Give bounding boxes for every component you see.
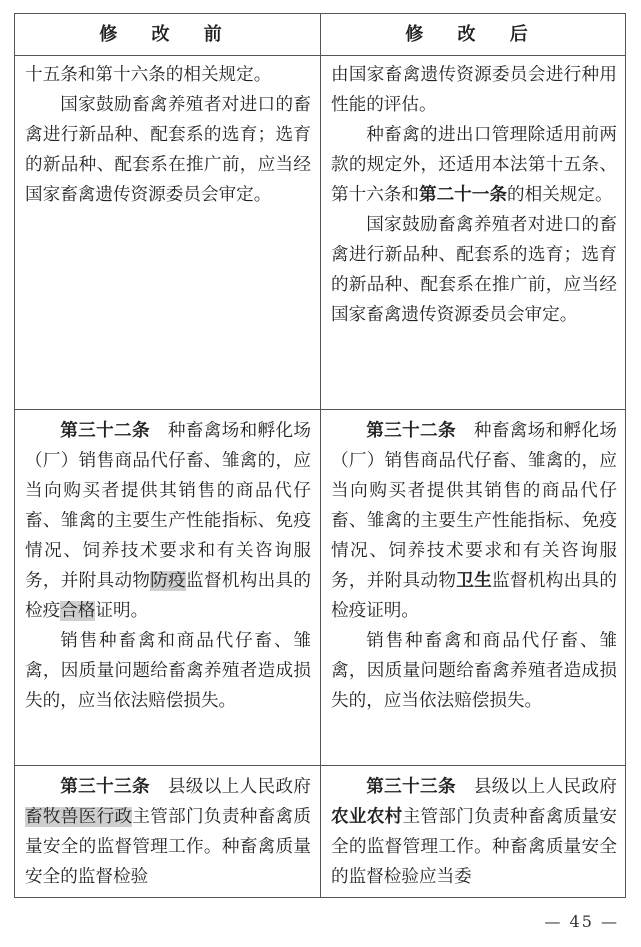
row-2-before-cell (15, 416, 320, 716)
row-1-after-cell (321, 60, 626, 330)
header-after: 修 改 后 (405, 24, 542, 45)
paragraph (25, 90, 311, 210)
row-divider (15, 409, 625, 410)
paragraph (25, 626, 311, 716)
paragraph (331, 60, 617, 120)
comparison-table (14, 13, 626, 898)
bold-text: 第二十一条 (418, 185, 507, 205)
text-segment: 县级以上人民政府 (149, 777, 311, 797)
row-1-before-cell (15, 60, 320, 210)
text-segment: 种畜禽场和孵化场（厂）销售商品代仔畜、雏禽的，应当向购买者提供其销售的商品代仔畜、雏禽的主要生产性能指标、免疫情况、饲养技术要求和有关咨询服务，并附具动物 (25, 421, 311, 591)
text-segment: 销售种畜禽和商品代仔畜、雏禽，因质量问题给畜禽养殖者造成损失的，应当依法赔偿损失。 (331, 631, 617, 711)
text-segment: 证明。 (95, 601, 149, 621)
bold-text: 卫生 (456, 571, 493, 591)
text-segment: 的相关规定。 (506, 185, 613, 205)
highlighted-text: 合格 (60, 601, 96, 621)
text-segment: 国家鼓励畜禽养殖者对进口的畜禽进行新品种、配套系的选育；选育的新品种、配套系在推广前，应当经国家畜禽遗传资源委员会审定。 (25, 95, 311, 205)
row-3-after-cell (321, 772, 626, 892)
highlighted-text: 防疫 (150, 571, 187, 591)
bold-text: 第三十二条 (366, 421, 456, 441)
row-divider (15, 765, 625, 766)
text-segment: 主管部门负责种畜禽质量安全的监督管理工作。种畜禽质量安全的监督检验应当委 (331, 807, 617, 887)
text-segment: 监督机构出具的检疫证明。 (331, 571, 617, 621)
text-segment: 主管部门负责种畜禽质量安全的监督管理工作。种畜禽质量安全的监督检验 (25, 807, 311, 887)
paragraph (25, 60, 311, 90)
text-segment: 县级以上人民政府 (455, 777, 617, 797)
text-segment: 种畜禽的进出口管理除适用前两款的规定外，还适用本法第十五条、第十六条和 (331, 125, 617, 205)
row-3-before-cell (15, 772, 320, 892)
bold-text: 第三十三条 (366, 777, 456, 797)
text-segment: 种畜禽场和孵化场（厂）销售商品代仔畜、雏禽的，应当向购买者提供其销售的商品代仔畜、雏禽的主要生产性能指标、免疫情况、饲养技术要求和有关咨询服务，并附具动物 (331, 421, 617, 591)
text-segment: 国家鼓励畜禽养殖者对进口的畜禽进行新品种、配套系的选育；选育的新品种、配套系在推广前，应当经国家畜禽遗传资源委员会审定。 (331, 215, 617, 325)
header-before: 修 改 前 (99, 24, 236, 45)
paragraph (331, 626, 617, 716)
paragraph (331, 120, 617, 210)
paragraph (331, 772, 617, 892)
text-segment: 十五条和第十六条的相关规定。 (25, 65, 272, 85)
paragraph (331, 416, 617, 626)
paragraph (25, 772, 311, 892)
bold-text: 农业农村 (331, 807, 403, 827)
paragraph (331, 210, 617, 330)
bold-text: 第三十三条 (60, 777, 150, 797)
bold-text: 第三十二条 (60, 421, 150, 441)
row-2-after-cell (321, 416, 626, 716)
paragraph (25, 416, 311, 626)
text-segment: 由国家畜禽遗传资源委员会进行种用性能的评估。 (331, 65, 617, 115)
text-segment: 监督机构出具的检疫 (25, 571, 311, 621)
highlighted-text: 畜牧兽医行政 (25, 807, 133, 827)
text-segment: 销售种畜禽和商品代仔畜、雏禽，因质量问题给畜禽养殖者造成损失的，应当依法赔偿损失。 (25, 631, 311, 711)
page-number: — 45 — (544, 912, 619, 931)
